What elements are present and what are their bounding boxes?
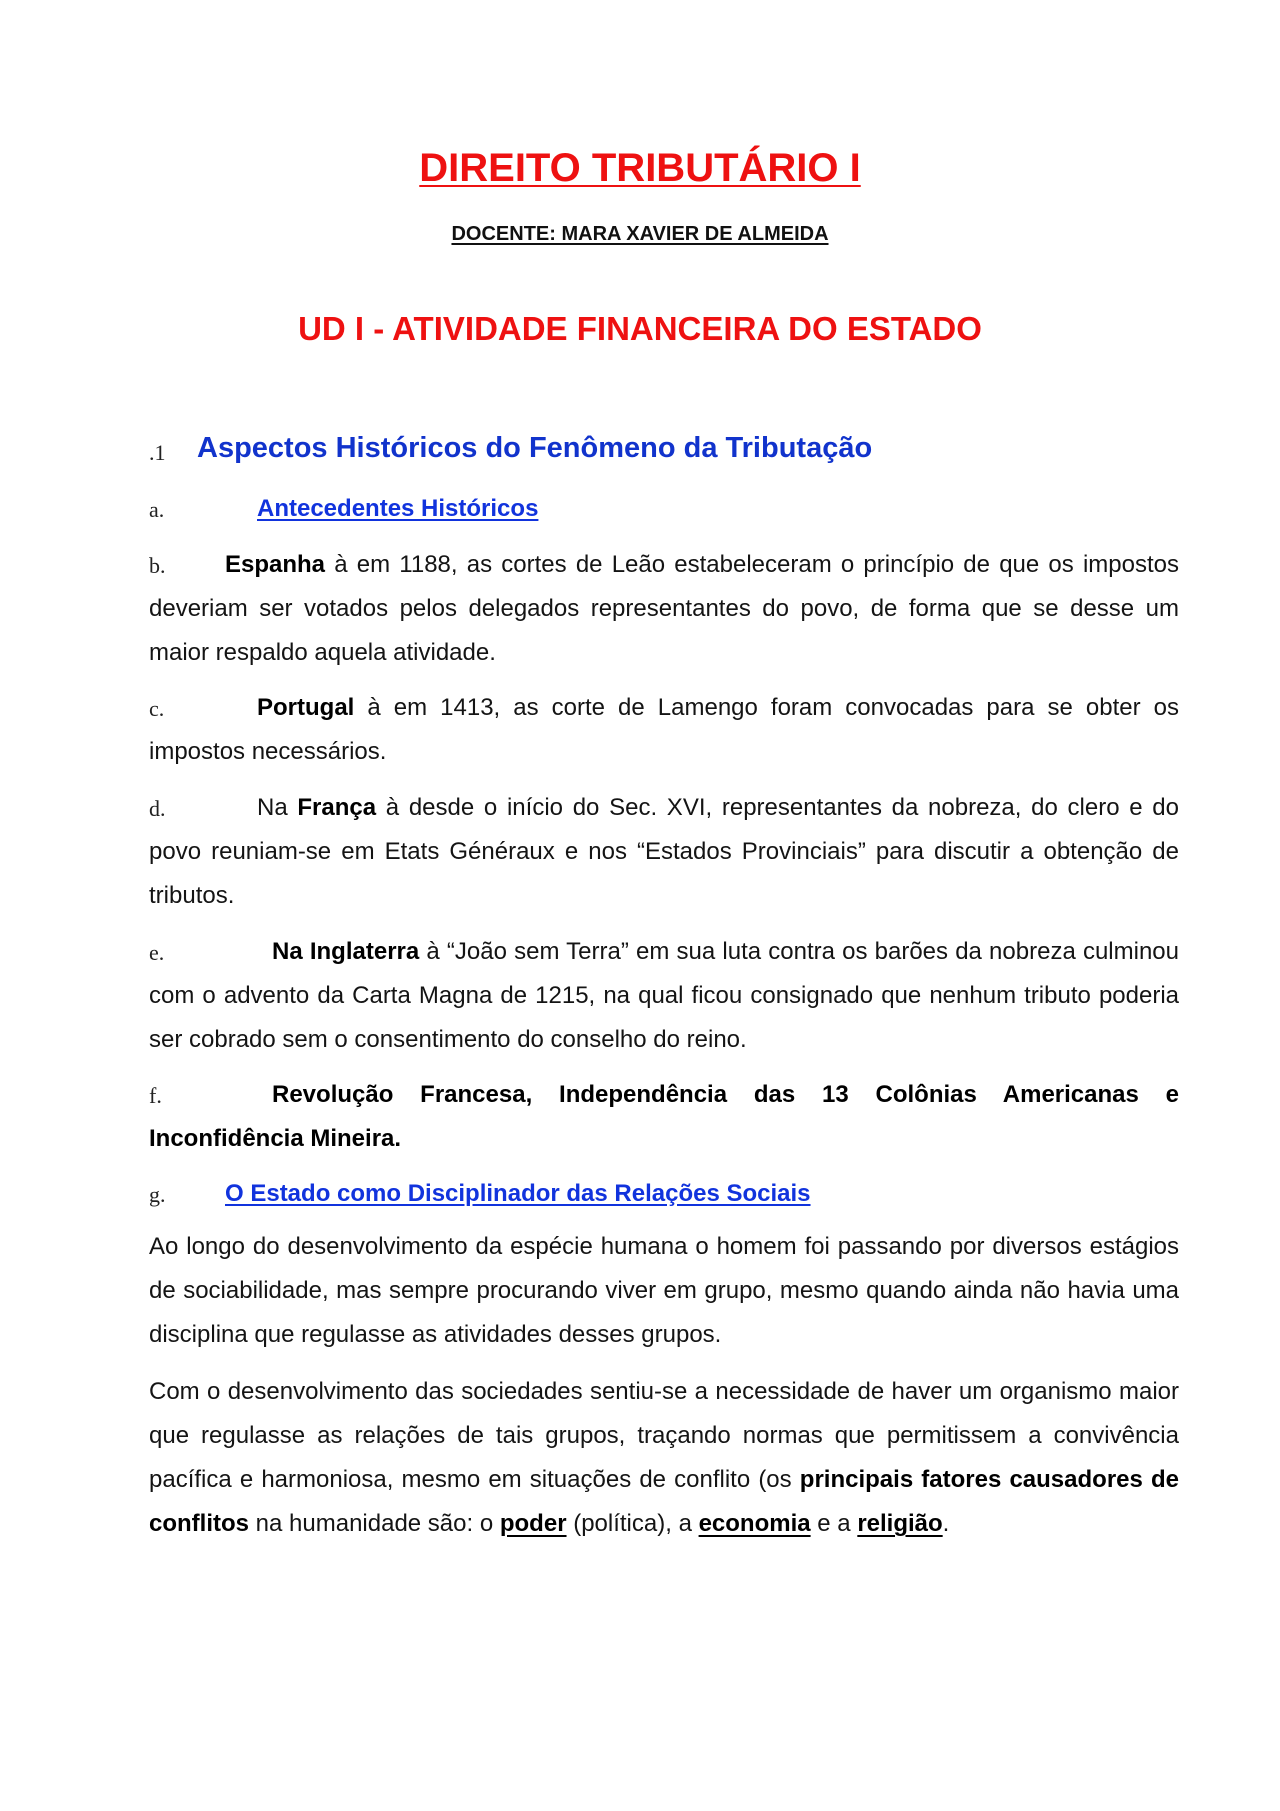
section-heading-text: Aspectos Históricos do Fenômeno da Tributação (197, 432, 873, 464)
p2-mid1: na humanidade são: o (249, 1510, 500, 1537)
antecedentes-link[interactable]: Antecedentes Históricos (257, 495, 539, 522)
item-e-marker: e. (149, 940, 165, 965)
item-b-marker: b. (149, 553, 166, 578)
p2-mid2: (política), a (566, 1510, 699, 1537)
p2-poder: poder (499, 1510, 567, 1537)
item-f-bold: Revolução Francesa, Independência das 13 Colônias Americanas e Inconfidência Mineira. (149, 1081, 1179, 1152)
item-f (149, 1073, 1179, 1161)
item-d-text: à desde o início do Sec. XVI, representantes da nobreza, do clero e do povo reuniam-se em Etats Généraux e nos “Estados Provinciais” para discutir a obtenção de tributos. (149, 794, 1179, 909)
item-b-bold: Espanha (225, 551, 326, 578)
item-d-bold: França (297, 794, 377, 821)
section-heading (197, 432, 1177, 465)
p2-bold: principais fatores causadores de conflitos (149, 1466, 1179, 1537)
item-b (149, 543, 1179, 675)
item-c-marker: c. (149, 696, 165, 721)
docente-line: DOCENTE: MARA XAVIER DE ALMEIDA (451, 223, 829, 245)
item-d-pre: Na (257, 794, 298, 821)
item-d-marker: d. (149, 796, 166, 821)
item-c-bold: Portugal (257, 694, 355, 721)
section-number: .1 (149, 440, 166, 465)
item-e (149, 930, 1179, 1062)
unit-title: UD I - ATIVIDADE FINANCEIRA DO ESTADO (298, 310, 982, 347)
paragraph-2 (149, 1370, 1179, 1546)
item-c-text: à em 1413, as corte de Lamengo foram convocadas para se obter os impostos necessários. (149, 694, 1179, 765)
item-d (149, 786, 1179, 918)
item-a-marker: a. (149, 497, 165, 522)
item-c (149, 686, 1179, 774)
p2-end: . (942, 1510, 950, 1537)
item-g (225, 1172, 1180, 1216)
estado-disciplinador-link[interactable]: O Estado como Disciplinador das Relações Sociais (225, 1180, 811, 1207)
item-a (257, 487, 1177, 531)
p2-start: Com o desenvolvimento das sociedades sentiu-se a necessidade de haver um organismo maior que regulasse as relações de tais grupos, traçando normas que permitissem a convivência pacífica e harmoniosa, mesmo em situações de conflito (os (149, 1378, 1179, 1493)
item-b-text: à em 1188, as cortes de Leão estabeleceram o princípio de que os impostos deveriam ser votados pelos delegados representantes do povo, de forma que se desse um maior respaldo aquela atividade. (149, 551, 1179, 666)
p2-economia: economia (698, 1510, 811, 1537)
p2-mid3: e a (810, 1510, 858, 1537)
document-title: DIREITO TRIBUTÁRIO I (419, 146, 861, 190)
item-g-marker: g. (149, 1182, 166, 1207)
item-e-text: à “João sem Terra” em sua luta contra os barões da nobreza culminou com o advento da Carta Magna de 1215, na qual ficou consignado que nenhum tributo poderia ser cobrado sem o consentimento do conselho do reino. (149, 938, 1179, 1053)
p2-religiao: religião (857, 1510, 943, 1537)
item-f-marker: f. (149, 1083, 162, 1108)
item-e-bold: Na Inglaterra (272, 938, 420, 965)
paragraph-1: Ao longo do desenvolvimento da espécie humana o homem foi passando por diversos estágios de sociabilidade, mas sempre procurando viver em grupo, mesmo quando ainda não havia uma disciplina que regulasse as atividades desses grupos. (149, 1233, 1179, 1348)
